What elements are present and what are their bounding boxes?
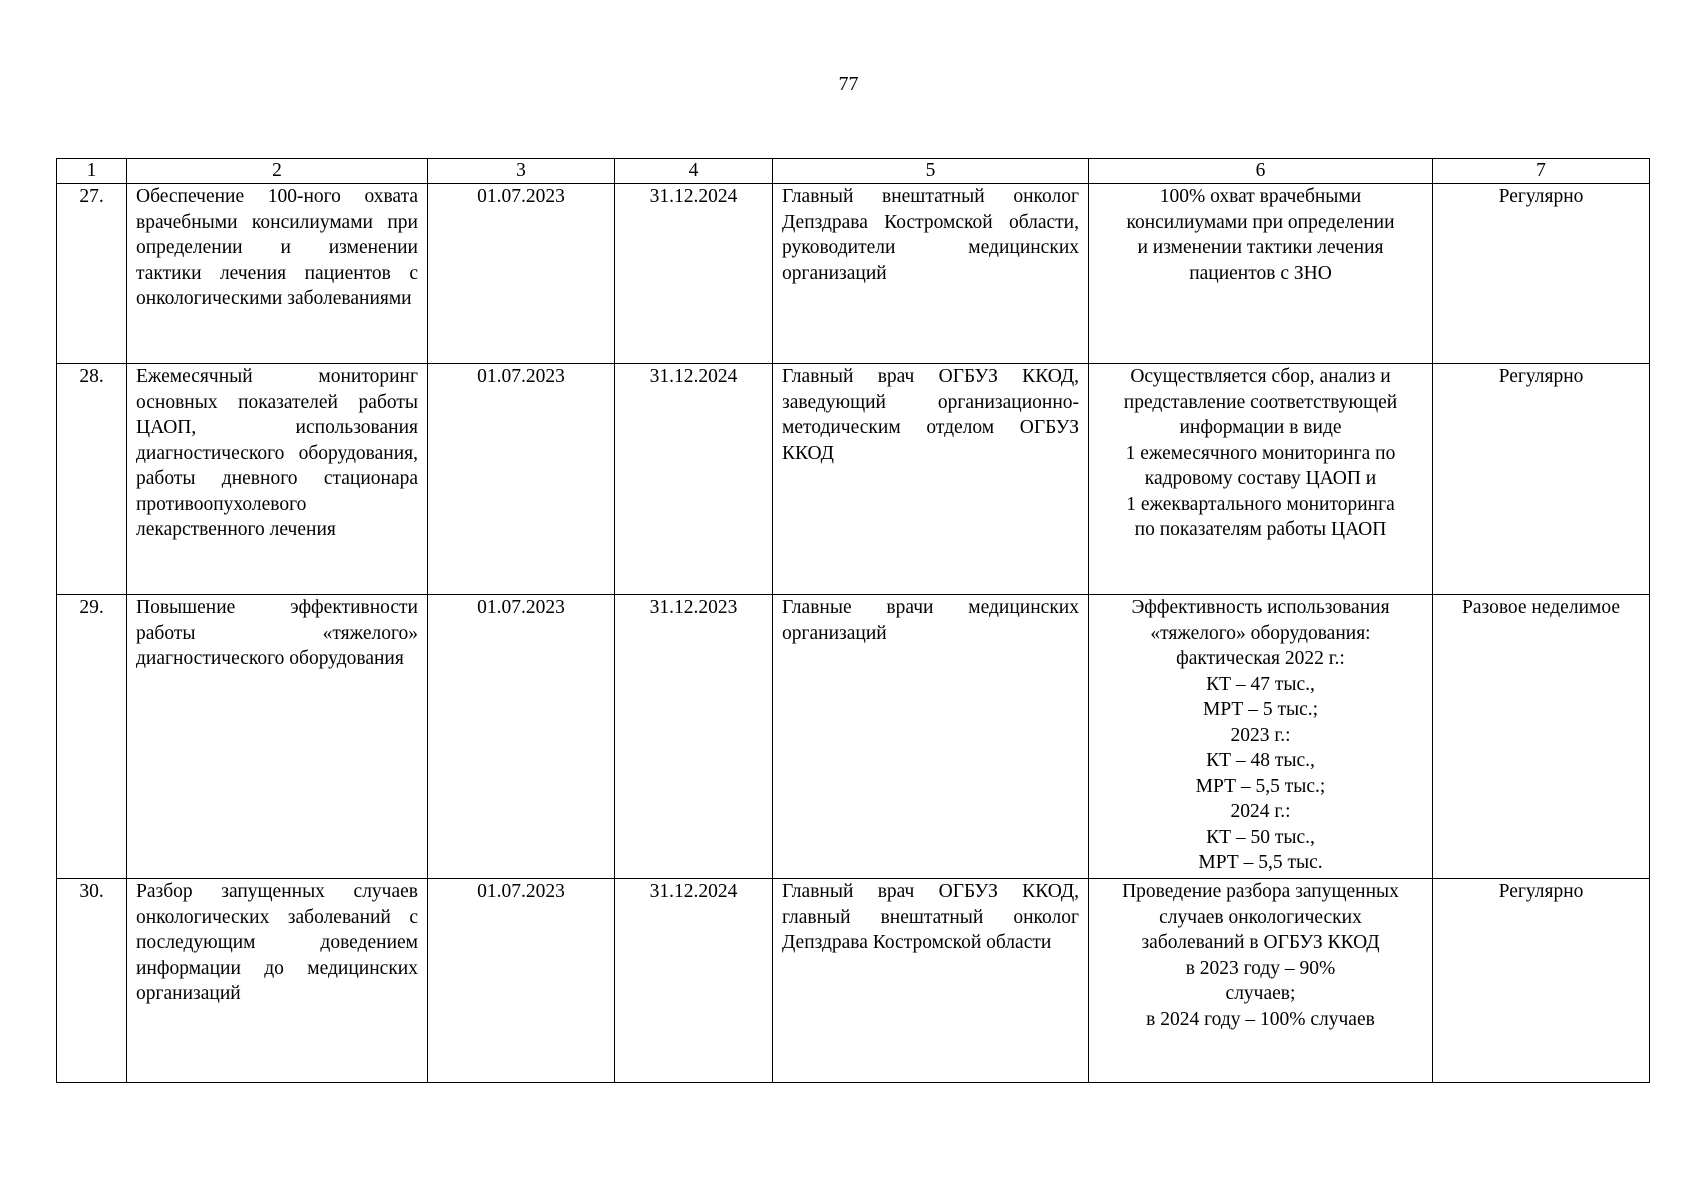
type-cell: Регулярно [1433,879,1650,1083]
activity-cell: Ежемесячный мониторинг основных показателей работы ЦАОП, использования диагностического оборудования, работы дневного стационара противоопухолевого лекарственного лечения [127,364,428,595]
table-row [57,595,1650,879]
column-number-cell: 7 [1433,159,1650,184]
type-cell: Регулярно [1433,364,1650,595]
result-line: МРТ – 5 тыс.; [1202,699,1319,720]
result-line: информации в виде [1179,417,1342,438]
activity-cell: Разбор запущенных случаев онкологических заболеваний с последующим доведением информации до медицинских организаций [127,879,428,1083]
column-number-cell: 6 [1089,159,1433,184]
result-cell [1089,184,1433,364]
result-cell [1089,364,1433,595]
result-line: случаев онкологических [1159,906,1362,928]
table-row [57,184,1650,364]
result-line: Осуществляется сбор, анализ и [1130,366,1391,387]
result-line: МРТ – 5,5 тыс.; [1195,775,1326,797]
responsible-cell: Главные врачи медицинских организаций [773,595,1089,879]
result-line: Проведение разбора запущенных [1122,881,1399,902]
result-line: кадровому составу ЦАОП и [1144,468,1377,489]
table-row [57,364,1650,595]
result-cell [1089,595,1433,879]
result-line: «тяжелого» оборудования: [1150,622,1371,644]
start-date-cell: 01.07.2023 [428,364,615,595]
result-line: КТ – 47 тыс., [1206,673,1315,695]
column-number-cell: 3 [428,159,615,184]
result-line: 2024 г.: [1230,801,1291,822]
result-line: МРТ – 5,5 тыс. [1198,852,1323,873]
result-line: случаев; [1225,983,1296,1004]
row-number: 28. [57,364,127,595]
end-date-cell: 31.12.2023 [615,595,773,879]
result-line: фактическая 2022 г.: [1176,648,1345,669]
result-line: консилиумами при определении [1126,211,1395,233]
responsible-cell: Главный врач ОГБУЗ ККОД, заведующий организационно-методическим отделом ОГБУЗ ККОД [773,364,1089,595]
column-number-cell: 5 [773,159,1089,184]
start-date-cell: 01.07.2023 [428,184,615,364]
result-line: в 2023 году – 90% [1185,957,1336,979]
page-number: 77 [838,73,859,95]
result-line: 1 ежемесячного мониторинга по [1125,442,1396,464]
result-line: 100% охват врачебными [1159,186,1362,207]
table-row [57,879,1650,1083]
result-line: по показателям работы ЦАОП [1134,519,1387,540]
start-date-cell: 01.07.2023 [428,595,615,879]
result-cell [1089,879,1433,1083]
column-number-row [57,159,1650,184]
result-line: КТ – 48 тыс., [1206,750,1315,771]
type-cell: Регулярно [1433,184,1650,364]
result-line: Эффективность использования [1131,597,1390,618]
result-line: представление соответствующей [1123,391,1398,413]
responsible-cell: Главный врач ОГБУЗ ККОД, главный внештатный онколог Депздрава Костромской области [773,879,1089,1083]
result-line: заболеваний в ОГБУЗ ККОД [1141,932,1380,953]
end-date-cell: 31.12.2024 [615,184,773,364]
activity-cell: Обеспечение 100-ного охвата врачебными консилиумами при определении и изменении тактики лечения пациентов с онкологическими заболеваниями [127,184,428,364]
column-number-cell: 1 [57,159,127,184]
column-number-cell: 2 [127,159,428,184]
row-number: 30. [57,879,127,1083]
result-line: КТ – 50 тыс., [1206,826,1315,848]
result-line: 2023 г.: [1230,724,1291,746]
type-cell: Разовое неделимое [1433,595,1650,879]
result-line: в 2024 году – 100% случаев [1146,1008,1375,1030]
result-line: пациентов с ЗНО [1189,262,1332,284]
column-number-cell: 4 [615,159,773,184]
row-number: 29. [57,595,127,879]
result-line: 1 ежеквартального мониторинга [1126,493,1395,515]
end-date-cell: 31.12.2024 [615,879,773,1083]
activity-cell: Повышение эффективности работы «тяжелого» диагностического оборудования [127,595,428,879]
result-line: и изменении тактики лечения [1137,237,1384,258]
end-date-cell: 31.12.2024 [615,364,773,595]
plan-table [56,158,1650,1083]
start-date-cell: 01.07.2023 [428,879,615,1083]
responsible-cell: Главный внештатный онколог Депздрава Костромской области, руководители медицинских организаций [773,184,1089,364]
row-number: 27. [57,184,127,364]
